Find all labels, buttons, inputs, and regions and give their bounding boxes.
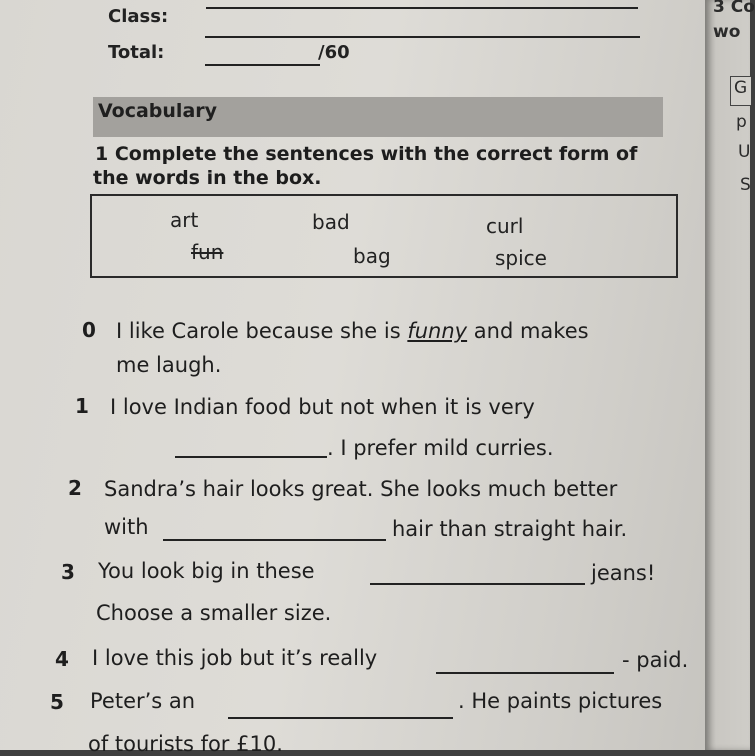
question-5-text-before: Peter’s an (90, 689, 196, 713)
previous-answer-line (206, 7, 638, 9)
question-1-line-2: . I prefer mild curries. (327, 436, 554, 460)
class-label: Class: (108, 6, 169, 27)
question-4-text-before: I love this job but it’s really (92, 646, 378, 670)
question-2-answer-blank[interactable] (163, 539, 386, 541)
question-3-text-before: You look big in these (98, 559, 315, 583)
question-number-2: 2 (68, 476, 82, 500)
instruction-line-1: 1 Complete the sentences with the correct form of (95, 143, 638, 165)
question-4-text-after: - paid. (622, 648, 689, 672)
side-page-heading-1: 3 Co (713, 0, 755, 17)
side-page-letter-s: S (740, 175, 751, 195)
instruction-line-2: the words in the box. (93, 167, 322, 189)
question-2-with: with (104, 515, 149, 539)
word-bag: bag (353, 244, 391, 268)
question-number-3: 3 (61, 560, 75, 584)
class-answer-line (205, 36, 640, 38)
question-3-answer-blank[interactable] (370, 583, 585, 585)
question-0-text-before: I like Carole because she is (116, 319, 401, 343)
word-art: art (170, 208, 199, 232)
question-2-line-2: hair than straight hair. (392, 517, 628, 541)
question-5-answer-blank[interactable] (228, 717, 453, 719)
question-0-text-after: and makes (473, 319, 589, 343)
question-4-answer-blank[interactable] (436, 672, 614, 674)
question-number-4: 4 (55, 647, 69, 671)
question-3-line-2: Choose a smaller size. (96, 601, 332, 625)
word-bad: bad (312, 210, 350, 234)
question-2-line-1: Sandra’s hair looks great. She looks much better (104, 477, 618, 501)
total-answer-line (205, 64, 320, 66)
side-page-letter-g: G (734, 78, 748, 98)
question-0-example-answer: funny (407, 319, 468, 343)
question-3-text-after: jeans! (591, 561, 656, 585)
question-number-0: 0 (82, 318, 96, 342)
question-1-answer-blank[interactable] (175, 456, 327, 458)
question-0-line-1 (116, 319, 589, 343)
question-0-line-2: me laugh. (116, 353, 222, 377)
question-5-text-after: . He paints pictures (458, 689, 663, 713)
total-score: /60 (318, 42, 350, 63)
section-title: Vocabulary (98, 100, 218, 122)
question-number-1: 1 (75, 394, 89, 418)
word-fun-crossed: fun (191, 240, 224, 264)
total-label: Total: (108, 42, 165, 63)
question-1-line-1: I love Indian food but not when it is very (110, 395, 535, 419)
side-page-letter-p: p (736, 112, 747, 132)
word-spice: spice (495, 246, 547, 270)
question-number-5: 5 (50, 690, 64, 714)
side-page-letter-u: U (738, 142, 751, 162)
word-curl: curl (486, 214, 524, 238)
side-page-heading-2: wo (713, 22, 741, 42)
question-5-line-2: of tourists for £10. (88, 732, 283, 756)
